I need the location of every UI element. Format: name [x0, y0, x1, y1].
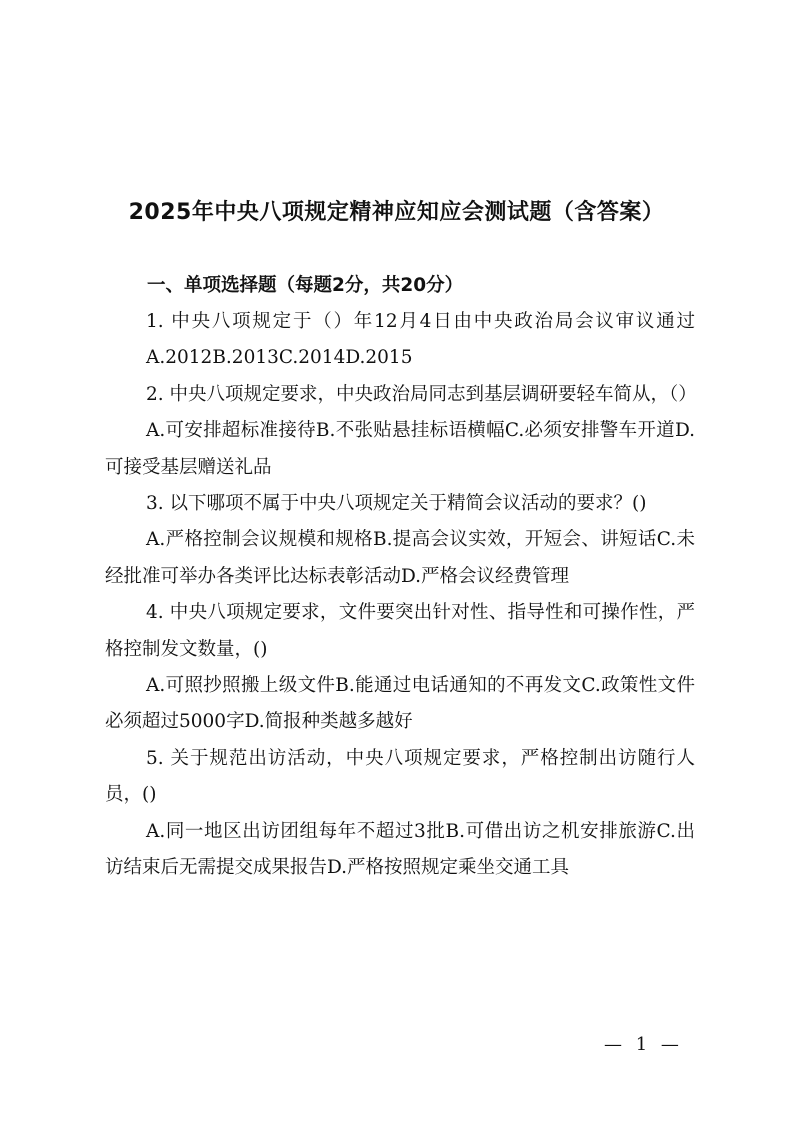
question-2-stem: 2. 中央八项规定要求，中央政治局同志到基层调研要轻车简从，（）: [146, 383, 697, 405]
page-number: — 1 —: [604, 1034, 683, 1055]
question-3-stem: 3. 以下哪项不属于中央八项规定关于精简会议活动的要求？(): [146, 493, 647, 515]
document-title: 2025年中央八项规定精神应知应会测试题（含答案）: [128, 200, 665, 225]
question-1-stem: 1. 中央八项规定于（）年12月4日由中央政治局会议审议通过: [146, 311, 695, 332]
question-2-options: A.可安排超标准接待B.不张贴悬挂标语横幅C.必须安排警车开道D.可接受基层赠送礼品: [105, 420, 695, 478]
question-5-stem: 5. 关于规范出访活动，中央八项规定要求，严格控制出访随行人员，(): [105, 747, 695, 806]
section-heading: 一、单项选择题（每题2分，共20分）: [147, 275, 464, 296]
question-3-options: A.严格控制会议规模和规格B.提高会议实效，开短会、讲短话C.未经批准可举办各类评比达标表彰活动D.严格会议经费管理: [105, 529, 695, 587]
question-list: [105, 304, 695, 887]
question-5-options: A.同一地区出访团组每年不超过3批B.可借出访之机安排旅游C.出访结束后无需提交成果报告D.严格按照规定乘坐交通工具: [105, 820, 695, 879]
question-4-options: A.可照抄照搬上级文件B.能通过电话通知的不再发文C.政策性文件必须超过5000字D.简报种类越多越好: [105, 675, 695, 733]
question-1-options: A.2012B.2013C.2014D.2015: [146, 347, 413, 369]
question-4-stem: 4. 中央八项规定要求，文件要突出针对性、指导性和可操作性，严格控制发文数量，(): [105, 602, 695, 660]
